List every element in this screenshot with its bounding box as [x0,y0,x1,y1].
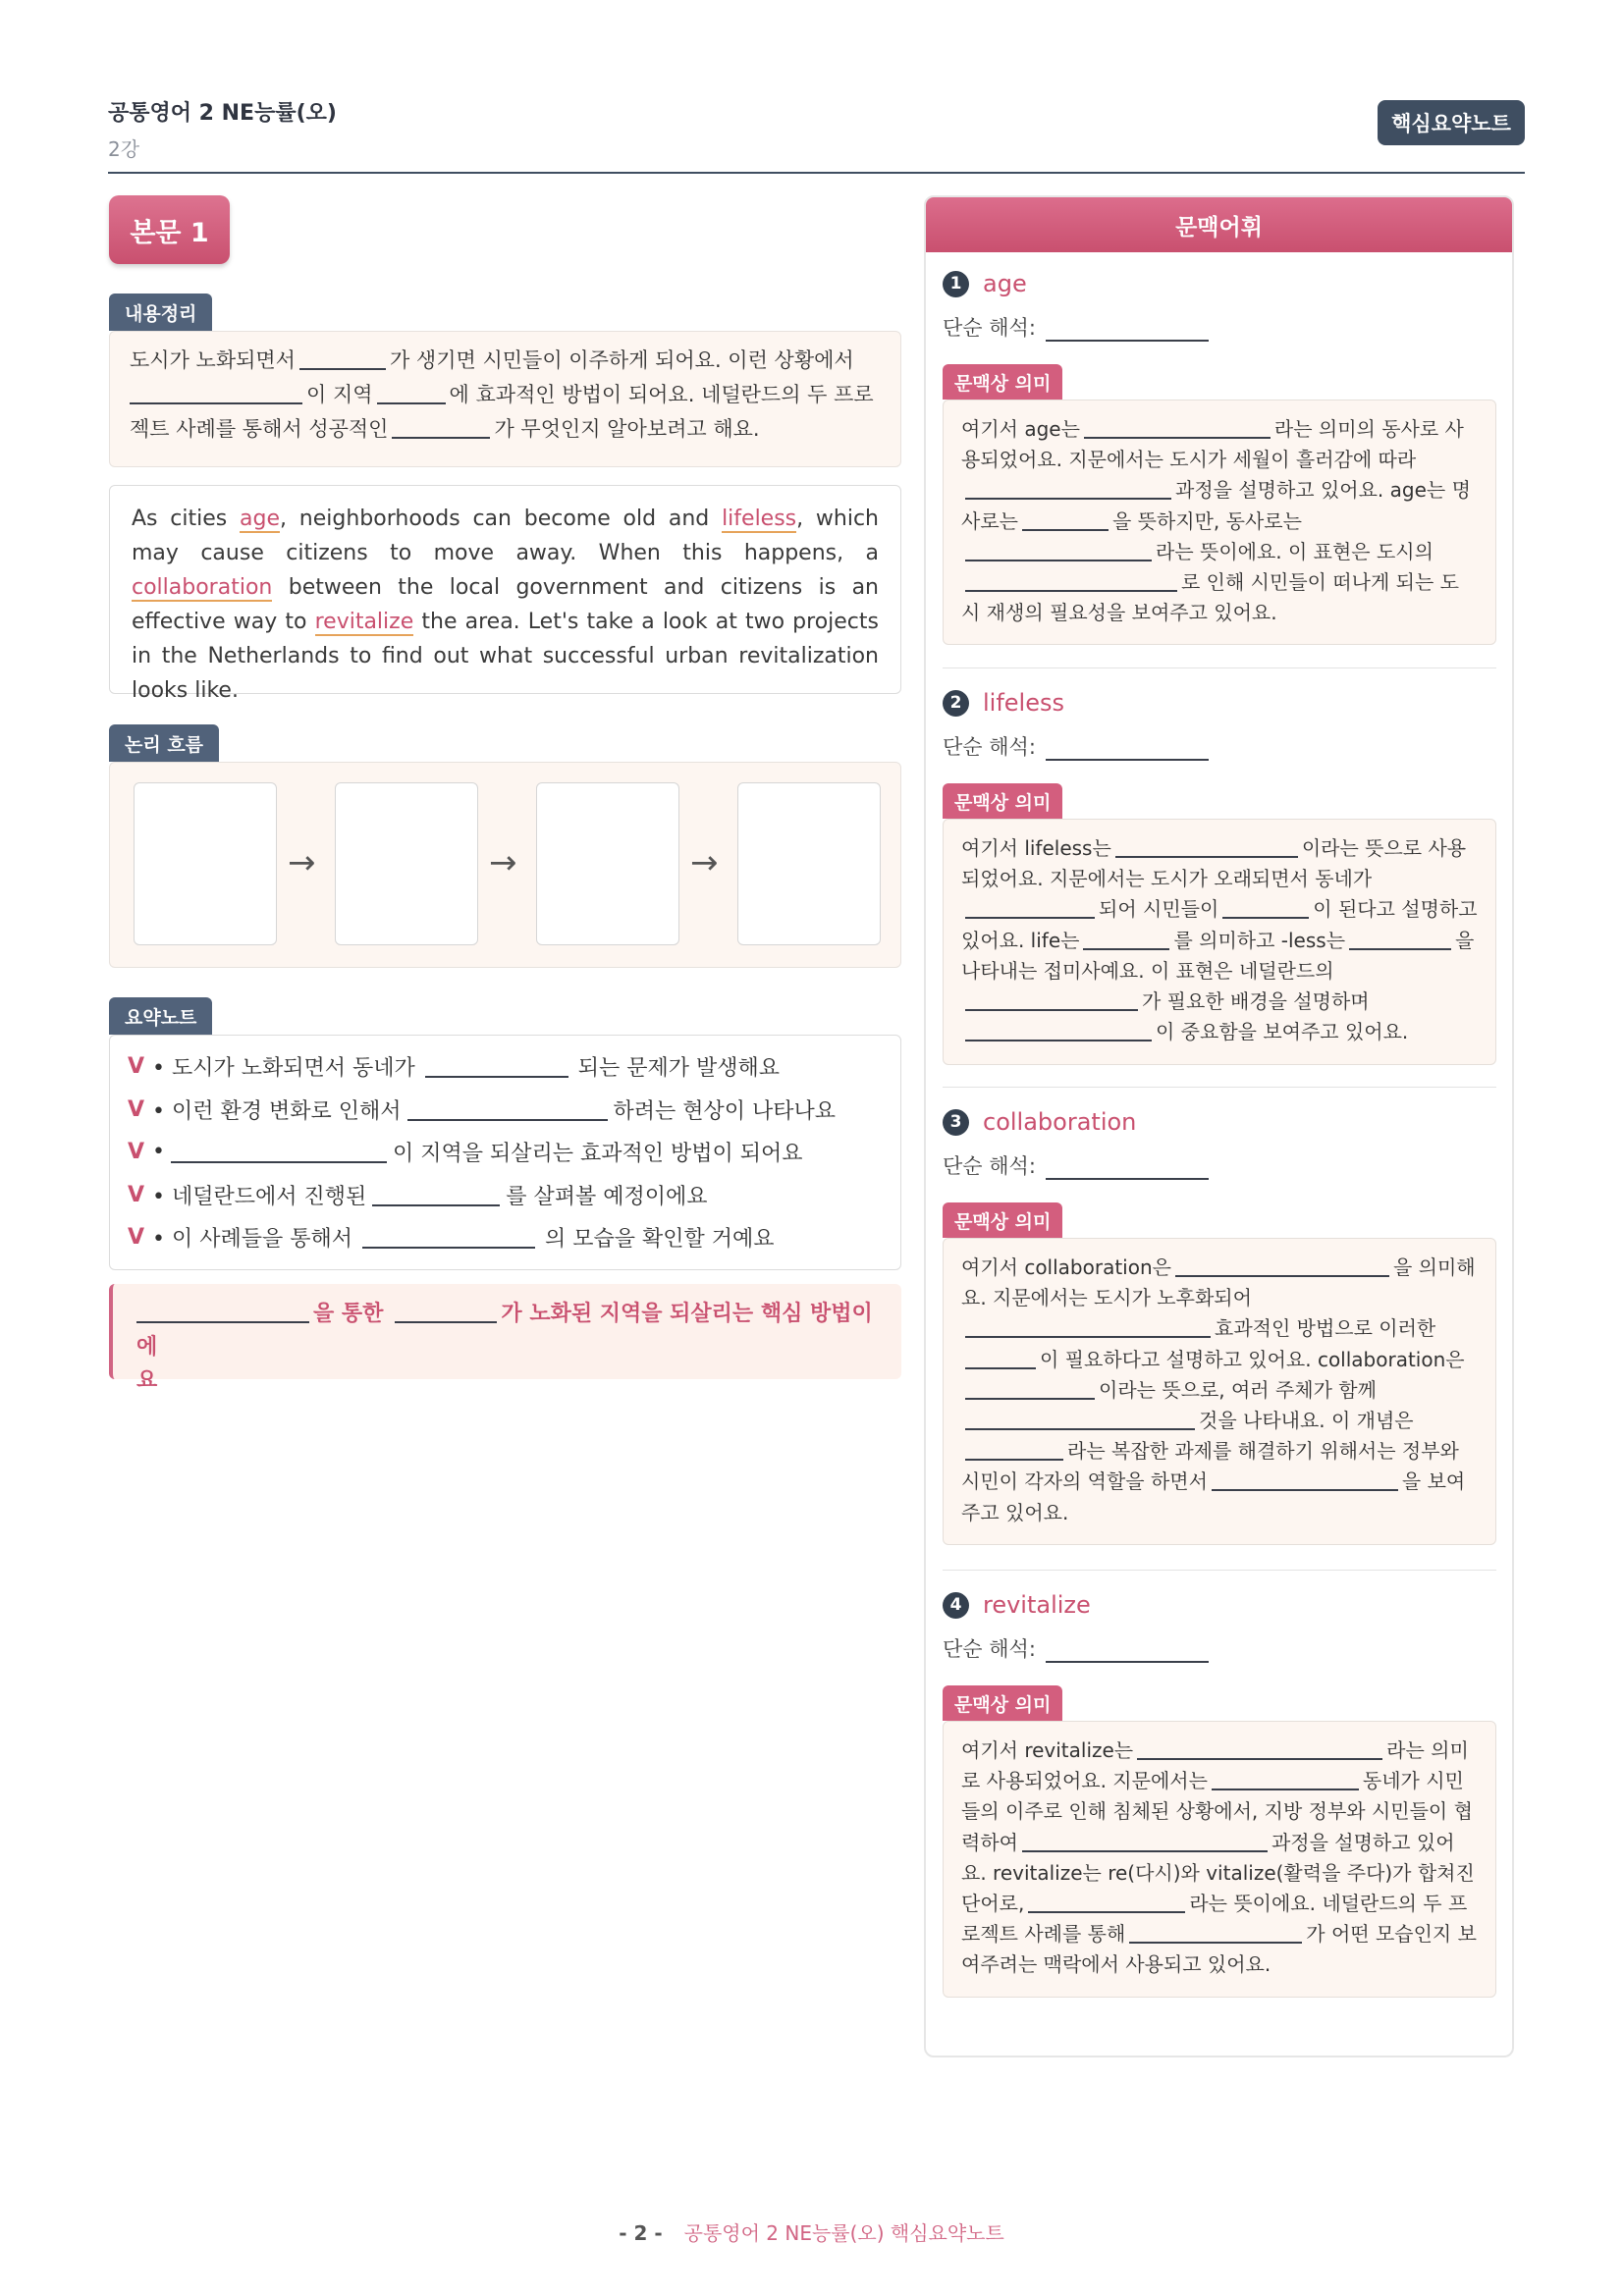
simple-translation-row: 단순 해석: [943,312,1213,342]
vocab-panel [924,195,1514,2057]
logic-flow-box [109,762,901,968]
logic-flow-tag: 논리 흐름 [109,724,219,762]
summary-text: 도시가 노화되면서 가 생기면 시민들이 이주하게 되어요. 이런 상황에서 이 지역 에 효과적인 방법이 되어요. 네덜란드의 두 프로 젝트 사례를 통해서 성공적인 가 무엇인지 알아보려고 해요. [130,348,874,441]
highlight-word-lifeless: lifeless [722,507,797,531]
callout-blank-2[interactable] [395,1301,497,1323]
list-item: V • 이런 환경 변화로 인해서 하려는 현상이 나타나요 [128,1096,837,1124]
context-blank[interactable] [1028,1893,1185,1913]
context-blank[interactable] [965,898,1095,919]
summary-tag: 내용정리 [109,294,212,331]
flow-cell-1[interactable] [134,782,277,945]
page-number: - 2 - [619,2221,663,2245]
context-blank[interactable] [965,1379,1095,1400]
header-divider [108,172,1525,174]
flow-cell-3[interactable] [536,782,679,945]
page-footer [0,2217,1623,2246]
document-title: 공통영어 2 NE능률(오) [108,101,337,126]
summary-blank-2[interactable] [130,383,302,404]
key-point-callout: 을 통한 가 노화된 지역을 되살리는 핵심 방법이에 요 [109,1284,901,1379]
context-blank[interactable] [965,1021,1152,1041]
summary-blank-1[interactable] [299,348,386,370]
vocab-word-lifeless: 2 lifeless [943,689,1064,717]
context-blank[interactable] [1212,1470,1398,1491]
note-blank[interactable] [407,1098,608,1121]
number-badge: 1 [943,271,969,297]
context-box: 여기서 revitalize는 라는 의미로 사용되었어요. 지문에서는 동네가 시민들의 이주로 인해 침체된 상황에서, 지방 정부와 시민들이 협력하여 과정을 설명하고 있어요. revitalize는 re(다시)와 vitalize(활력을 주다)가 합쳐진 단어로, 라는 뜻이에요. 네덜란드의 두 프로젝트 사례를 통해 가 어떤 모습인지 보여주려는 맥락에서 사용되고 있어요. [943,1721,1496,1998]
note-blank[interactable] [171,1141,387,1163]
note-blank[interactable] [372,1184,500,1206]
simple-translation-blank[interactable] [1046,1158,1209,1180]
summary-notes [109,1035,901,1270]
context-tag: 문맥상 의미 [943,783,1062,819]
context-blank[interactable] [1115,837,1298,858]
number-badge: 2 [943,690,969,717]
vocab-word-revitalize: 4 revitalize [943,1591,1091,1619]
context-tag: 문맥상 의미 [943,1202,1062,1238]
check-icon: V [128,1182,145,1207]
highlight-word-revitalize: revitalize [314,610,414,634]
context-blank[interactable] [965,1317,1211,1338]
callout-blank-1[interactable] [136,1301,309,1323]
list-item: V • 네덜란드에서 진행된 를 살펴볼 예정이에요 [128,1182,708,1209]
context-blank[interactable] [965,541,1152,561]
context-blank[interactable] [1175,1256,1389,1277]
simple-translation-row: 단순 해석: [943,1150,1213,1180]
check-icon: V [128,1225,145,1251]
divider [943,667,1496,668]
list-item: V • 이 사례들을 통해서 의 모습을 확인할 거예요 [128,1225,775,1253]
context-blank[interactable] [965,1440,1063,1461]
divider [943,1087,1496,1088]
flow-cell-4[interactable] [737,782,881,945]
context-blank[interactable] [965,571,1177,592]
context-blank[interactable] [1083,930,1169,950]
context-blank[interactable] [965,990,1138,1011]
vocab-word-collaboration: 3 collaboration [943,1108,1136,1136]
summary-notes-tag: 요약노트 [109,997,212,1035]
list-item: V • 이 지역을 되살리는 효과적인 방법이 되어요 [128,1140,803,1167]
context-blank[interactable] [1022,510,1109,531]
check-icon: V [128,1096,145,1122]
divider [943,1570,1496,1571]
context-tag: 문맥상 의미 [943,364,1062,400]
simple-translation-row: 단순 해석: [943,1633,1213,1663]
vocab-word-age: 1 age [943,270,1027,297]
number-badge: 4 [943,1592,969,1619]
arrow-right-icon: → [288,843,316,882]
section-label: 본문 1 [109,195,230,264]
context-box: 여기서 collaboration은 을 의미해요. 지문에서는 도시가 노후화되어효과적인 방법으로 이러한이 필요하다고 설명하고 있어요. collaboration은이라는 뜻으로, 여러 주체가 함께것을 나타내요. 이 개념은라는 복잡한 과제를 해결하기 위해서는 정부와 시민이 각자의 역할을 하면서 을 보여주고 있어요. [943,1238,1496,1545]
note-blank[interactable] [425,1055,568,1078]
simple-translation-blank[interactable] [1046,320,1209,342]
highlight-word-age: age [240,507,281,531]
context-tag: 문맥상 의미 [943,1685,1062,1721]
number-badge: 3 [943,1109,969,1136]
context-blank[interactable] [1349,930,1451,950]
lesson-number: 2강 [108,137,140,161]
note-blank[interactable] [362,1226,535,1249]
context-blank[interactable] [1212,1770,1359,1790]
summary-box [109,331,901,467]
context-blank[interactable] [965,479,1171,500]
context-blank[interactable] [1222,898,1309,919]
context-blank[interactable] [1022,1832,1268,1852]
arrow-right-icon: → [489,843,517,882]
list-item: V • 도시가 노화되면서 동네가 되는 문제가 발생해요 [128,1054,781,1082]
simple-translation-blank[interactable] [1046,1641,1209,1663]
context-blank[interactable] [1137,1739,1382,1760]
check-icon: V [128,1054,145,1080]
flow-cell-2[interactable] [335,782,478,945]
context-blank[interactable] [965,1410,1195,1430]
simple-translation-row: 단순 해석: [943,731,1213,761]
context-blank[interactable] [965,1349,1036,1369]
arrow-right-icon: → [690,843,719,882]
context-box: 여기서 age는 라는 의미의 동사로 사용되었어요. 지문에서는 도시가 세월이 흘러감에 따라과정을 설명하고 있어요. age는 명사로는 을 뜻하지만, 동사로는라는 뜻이에요. 이 표현은 도시의로 인해 시민들이 떠나게 되는 도시 재생의 필요성을 보여주고 있어요. [943,400,1496,645]
footer-title: 공통영어 2 NE능률(오) 핵심요약노트 [683,2221,1004,2245]
summary-blank-4[interactable] [392,417,490,439]
highlight-word-collaboration: collaboration [132,575,273,600]
context-box: 여기서 lifeless는 이라는 뜻으로 사용되었어요. 지문에서는 도시가 오래되면서 동네가되어 시민들이 이 된다고 설명하고 있어요. life는 를 의미하고 -less는 을 나타내는 접미사예요. 이 표현은 네덜란드의가 필요한 배경을 설명하며이 중요함을 보여주고 있어요. [943,819,1496,1065]
summary-blank-3[interactable] [377,383,446,404]
vocab-header: 문맥어휘 [926,197,1512,252]
note-type-badge: 핵심요약노트 [1378,100,1525,145]
context-blank[interactable] [1084,418,1271,439]
check-icon: V [128,1140,145,1165]
context-blank[interactable] [1129,1923,1302,1944]
simple-translation-blank[interactable] [1046,739,1209,761]
english-passage: As cities age, neighborhoods can become old and lifeless, which may cause citizens to move away. When this happens, a collaboration between the local government and citizens is an effective way to revitalize the area. Let's take a look at two projects in the Netherlands to find out what successful urban revitalization looks like. [109,485,901,694]
